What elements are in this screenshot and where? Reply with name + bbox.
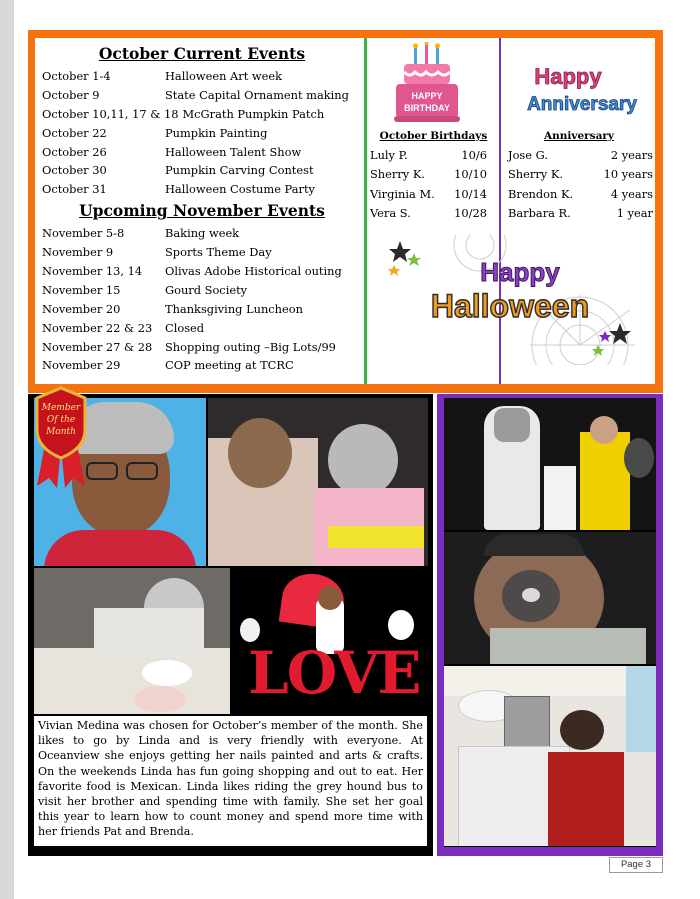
event-name: COP meeting at TCRC: [165, 358, 294, 373]
anniversary-years: 4 years: [610, 186, 653, 201]
event-date: October 10,11, 17 & 18: [42, 106, 179, 121]
anniversary-title: Anniversary: [543, 130, 615, 142]
page-margin-bar: [0, 0, 14, 899]
event-name: Halloween Talent Show: [165, 144, 302, 159]
anniversary-name: Barbara R.: [508, 206, 571, 221]
event-date: October 22: [42, 125, 107, 140]
october-events-title: October Current Events: [98, 44, 306, 63]
event-date: October 26: [42, 144, 107, 159]
event-name: Olivas Adobe Historical outing: [165, 264, 342, 279]
anniversary-row: [505, 146, 653, 165]
event-row: [42, 124, 362, 143]
birthday-name: Luly P.: [370, 148, 408, 162]
star-icon: [599, 331, 611, 342]
anniversary-column: [505, 40, 653, 224]
event-row: [42, 243, 362, 262]
badge-line-2: Of the: [46, 415, 76, 425]
green-divider: [364, 38, 367, 384]
crafts-photo: [208, 398, 428, 566]
anniversary-years: 2 years: [610, 148, 653, 162]
birthday-date: 10/6: [461, 148, 487, 162]
event-row: [42, 338, 362, 357]
event-date: November 22 & 23: [42, 320, 153, 335]
event-date: October 1-4: [42, 69, 111, 83]
face-paint-photo: [444, 532, 656, 664]
event-name: Shopping outing –Big Lots/99: [165, 339, 336, 354]
event-date: November 29: [42, 358, 121, 373]
event-row: [42, 143, 362, 162]
halloween-happy-text: Happy: [480, 257, 560, 287]
love-sign: LOVE: [248, 639, 420, 707]
halloween-word-text: Halloween: [430, 288, 590, 324]
event-row: [42, 356, 362, 375]
event-date: November 5-8: [42, 226, 125, 241]
event-row: [42, 262, 362, 281]
star-icon: [407, 253, 421, 266]
event-name: Pumpkin Painting: [165, 125, 268, 140]
event-name: Thanksgiving Luncheon: [165, 301, 303, 316]
happy-halloween-graphic: [370, 235, 650, 365]
member-story-text: Vivian Medina was chosen for October’s member of the month. She likes to go by Linda and is very friendly with everyone. At Oceanview she enjoys getting her nails painted and arts & crafts. On the weekends Linda has fun going shopping and out to eat. Her favorite food is Mexican. Linda likes riding the grey hound bus to visit her brother and spending time with family. She set her goal this year to learn how to count money and spend more time with her friends Pat and Brenda.: [34, 716, 427, 846]
anniversary-row: [505, 165, 653, 184]
birthday-row: [370, 165, 497, 184]
event-row: [42, 105, 362, 124]
event-date: November 20: [42, 301, 121, 316]
birthday-date: 10/14: [454, 186, 487, 201]
event-date: October 30: [42, 163, 107, 178]
anniversary-name: Sherry K.: [508, 167, 563, 182]
event-name: McGrath Pumpkin Patch: [182, 106, 325, 121]
event-name: Sports Theme Day: [165, 245, 272, 260]
event-date: October 9: [42, 87, 100, 102]
event-name: Gourd Society: [165, 282, 248, 297]
november-events-list: [42, 224, 362, 375]
birthday-name: Vera S.: [370, 206, 411, 221]
costume-party-photo: [444, 398, 656, 530]
badge-line-1: Member: [41, 403, 81, 413]
birthday-name: Sherry K.: [370, 167, 425, 182]
events-column: [42, 40, 362, 375]
event-row: [42, 300, 362, 319]
event-row: [42, 180, 362, 199]
birthday-name: Virginia M.: [370, 186, 435, 201]
cake-text-happy: HAPPY: [411, 91, 443, 101]
event-name: Baking week: [165, 226, 240, 241]
page-number: Page 3: [609, 857, 663, 873]
october-events-list: [42, 67, 362, 199]
event-date: November 15: [42, 282, 121, 297]
beekeeper-photo: [444, 666, 656, 846]
event-name: Halloween Costume Party: [165, 182, 315, 197]
event-row: [42, 161, 362, 180]
anniversary-row: [505, 204, 653, 223]
event-row: [42, 67, 362, 86]
member-of-the-month-badge: [33, 386, 89, 490]
event-row: [42, 281, 362, 300]
event-row: [42, 86, 362, 105]
birthdays-title: October Birthdays: [379, 130, 488, 142]
event-name: State Capital Ornament making: [165, 87, 349, 102]
event-row: [42, 319, 362, 338]
event-date: October 31: [42, 182, 107, 197]
anniversary-name: Brendon K.: [508, 186, 574, 201]
birthday-row: [370, 185, 497, 204]
anniversary-logo-anniversary: Anniversary: [527, 94, 637, 115]
birthdays-column: [370, 40, 497, 224]
star-icon: [389, 241, 411, 262]
badge-line-3: Month: [46, 427, 76, 437]
birthday-date: 10/10: [454, 167, 487, 182]
anniversary-years: 1 year: [616, 206, 653, 221]
anniversary-years: 10 years: [603, 167, 653, 182]
event-date: November 13, 14: [42, 264, 143, 279]
anniversary-row: [505, 185, 653, 204]
painting-photo: [34, 568, 230, 714]
love-sign-photo: [232, 568, 428, 714]
birthday-date: 10/28: [454, 206, 487, 221]
star-icon: [388, 265, 400, 276]
event-name: Closed: [165, 320, 205, 335]
event-date: November 27 & 28: [42, 339, 153, 354]
november-events-title: Upcoming November Events: [79, 201, 325, 221]
birthday-row: [370, 146, 497, 165]
event-date: November 9: [42, 245, 114, 260]
anniversary-name: Jose G.: [508, 148, 548, 162]
anniversary-logo-happy: Happy: [534, 64, 602, 89]
cake-text-birthday: BIRTHDAY: [404, 103, 450, 113]
event-name: Pumpkin Carving Contest: [165, 163, 314, 178]
event-name: Halloween Art week: [165, 69, 283, 83]
birthday-row: [370, 204, 497, 223]
event-row: [42, 224, 362, 243]
